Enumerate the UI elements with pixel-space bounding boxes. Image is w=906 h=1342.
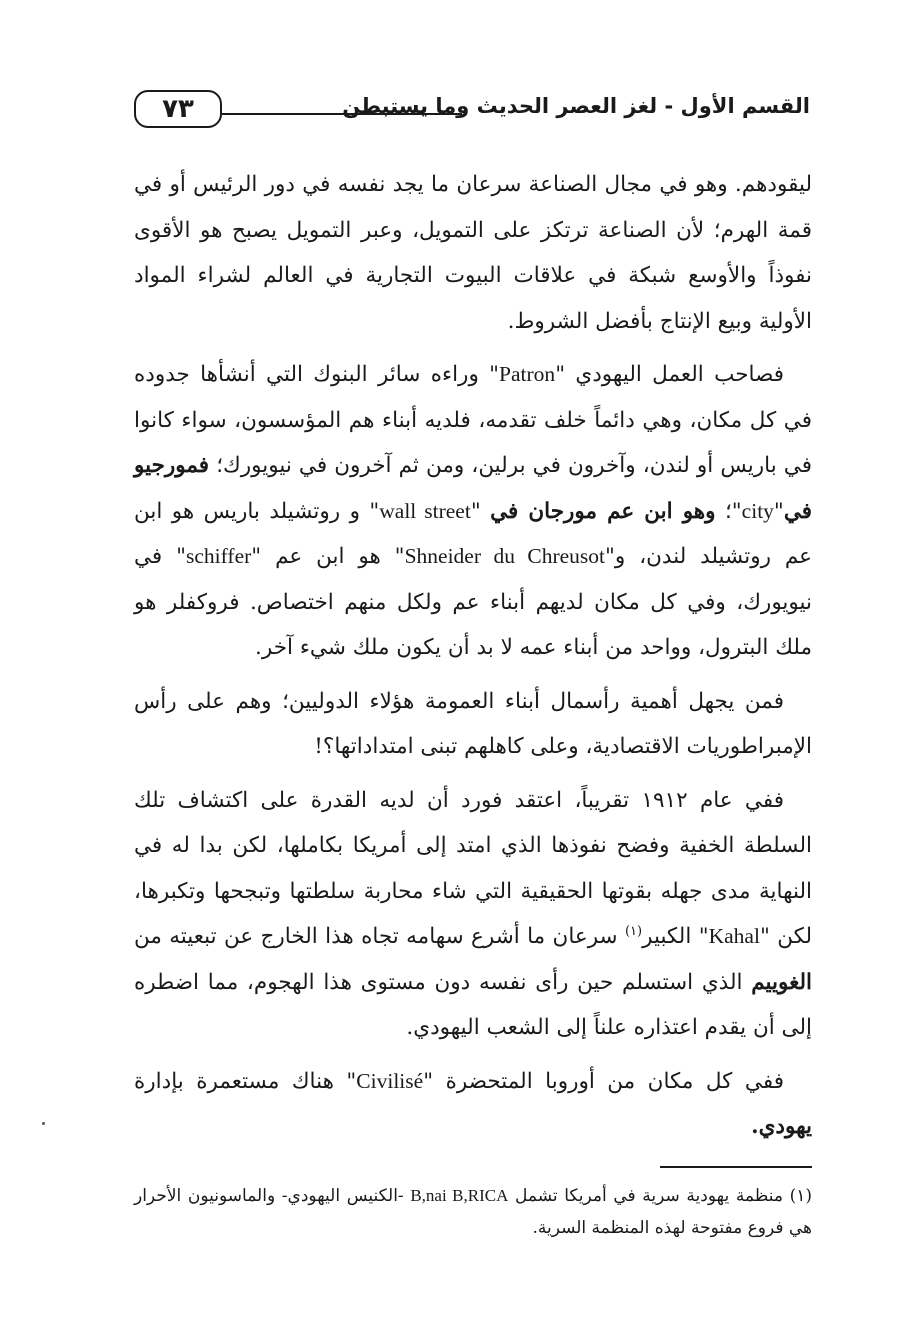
footnote-rule xyxy=(660,1166,812,1168)
paragraph-4-text-b: " الكبير xyxy=(642,924,709,949)
term-goyim: الغوييم xyxy=(751,969,812,995)
phrase-jew: يهودي. xyxy=(751,1114,812,1139)
footnote-reference[interactable]: (١) xyxy=(624,923,643,939)
body-text xyxy=(134,162,812,1158)
paragraph-3 xyxy=(134,679,812,770)
term-city: city xyxy=(741,498,774,523)
paragraph-5-text-b: " هناك مستعمرة بإدارة xyxy=(134,1068,357,1094)
paragraph-2-text-a: فصاحب العمل اليهودي " xyxy=(555,362,784,387)
paragraph-2-text-d: "؛ xyxy=(715,498,742,524)
page-number: ٧٣ xyxy=(134,90,222,128)
page-header xyxy=(132,84,810,134)
paragraph-2-text-h: " في نيويورك، وفي كل مكان لديهم أبناء عم ولكل منهم اختصاص. فروكفلر هو ملك البترول، وواحد من أبناء عمه لا بد أن يكون ملك شيء آخر. xyxy=(134,544,812,660)
term-kahal: Kahal xyxy=(708,924,760,948)
paragraph-2-text-e: " xyxy=(470,498,491,524)
footnote xyxy=(134,1180,812,1244)
paragraph-1 xyxy=(134,162,812,344)
paragraph-5 xyxy=(134,1059,812,1150)
term-bnai-brica: B,nai B,RICA xyxy=(410,1186,509,1205)
paragraph-4-text-c: سرعان ما أشرع سهامه تجاه هذا الخارج عن تبعيته من xyxy=(134,924,625,949)
paragraph-2-text-b: " وراءه سائر البنوك التي أنشأها جدوده في كل مكان، وهي دائماً خلف تقدمه، فلديه أبناء هم المؤسسون، سواء كانوا في باريس أو لندن، وآخرون في برلين، ومن ثم آخرون في نيويورك؛ xyxy=(134,362,812,478)
paragraph-5-text-a: ففي كل مكان من أوروبا المتحضرة " xyxy=(423,1068,784,1094)
term-patron: Patron xyxy=(499,362,556,386)
paragraph-2-text-g: " هو ابن عم " xyxy=(251,544,405,569)
phrase-cousin-morgan: وهو ابن عم مورجان في xyxy=(490,498,716,524)
term-shneider: Shneider du Chreusot xyxy=(404,544,606,568)
paragraph-4-text-a: ففي عام ١٩١٢ تقريباً، اعتقد فورد أن لديه القدرة على اكتشاف تلك السلطة الخفية وفضح نفوذها الذي امتد إلى أمريكا بكاملها، لكن بدا له في النهاية مدى جهله بقوتها الحقيقية التي شاء محاربة سلطتها وتبجحها وتكبرها، لكن " xyxy=(134,787,812,949)
footnote-number: (١) xyxy=(789,1186,813,1206)
term-civilise: Civilisé xyxy=(356,1068,424,1093)
paragraph-2-text-f: " و روتشيلد باريس هو ابن عم روتشيلد لندن، و" xyxy=(134,498,813,569)
paragraph-4 xyxy=(134,778,812,1051)
footnote-text-b: -الكنيس اليهودي- والماسونيون الأحرار هي فروع مفتوحة لهذه المنظمة السرية. xyxy=(134,1186,812,1238)
paragraph-2-text-c: " xyxy=(773,498,784,524)
footnote-text-a: منظمة يهودية سرية في أمريكا تشمل xyxy=(508,1186,790,1206)
paragraph-1-text: ليقودهم. وهو في مجال الصناعة سرعان ما يجد نفسه في دور الرئيس أو في قمة الهرم؛ لأن الصناعة ترتكز على التمويل، وعبر التمويل يصبح هو الأقوى نفوذاً والأوسع شبكة في علاقات البيوت التجارية في العالم لشراء المواد الأولية وبيع الإنتاج بأفضل الشروط. xyxy=(134,172,812,334)
term-wall-street: wall street xyxy=(379,498,471,523)
paragraph-3-text: فمن يجهل أهمية رأسمال أبناء العمومة هؤلاء الدوليين؛ وهم على رأس الإمبراطوريات الاقتصادية، وعلى كاهلهم تبنى امتداداتها؟! xyxy=(134,688,812,759)
running-title: القسم الأول - لغز العصر الحديث وما يستبطن xyxy=(342,94,810,118)
phrase-morgan: فمورجيو في xyxy=(134,453,813,524)
term-schiffer: schiffer xyxy=(186,544,252,568)
paragraph-2 xyxy=(134,352,812,671)
scan-speck xyxy=(42,1122,45,1125)
paragraph-4-text-d: الذي استسلم حين رأى نفسه دون مستوى هذا الهجوم، مما اضطره إلى أن يقدم اعتذاره علناً إلى الشعب اليهودي. xyxy=(134,969,812,1040)
